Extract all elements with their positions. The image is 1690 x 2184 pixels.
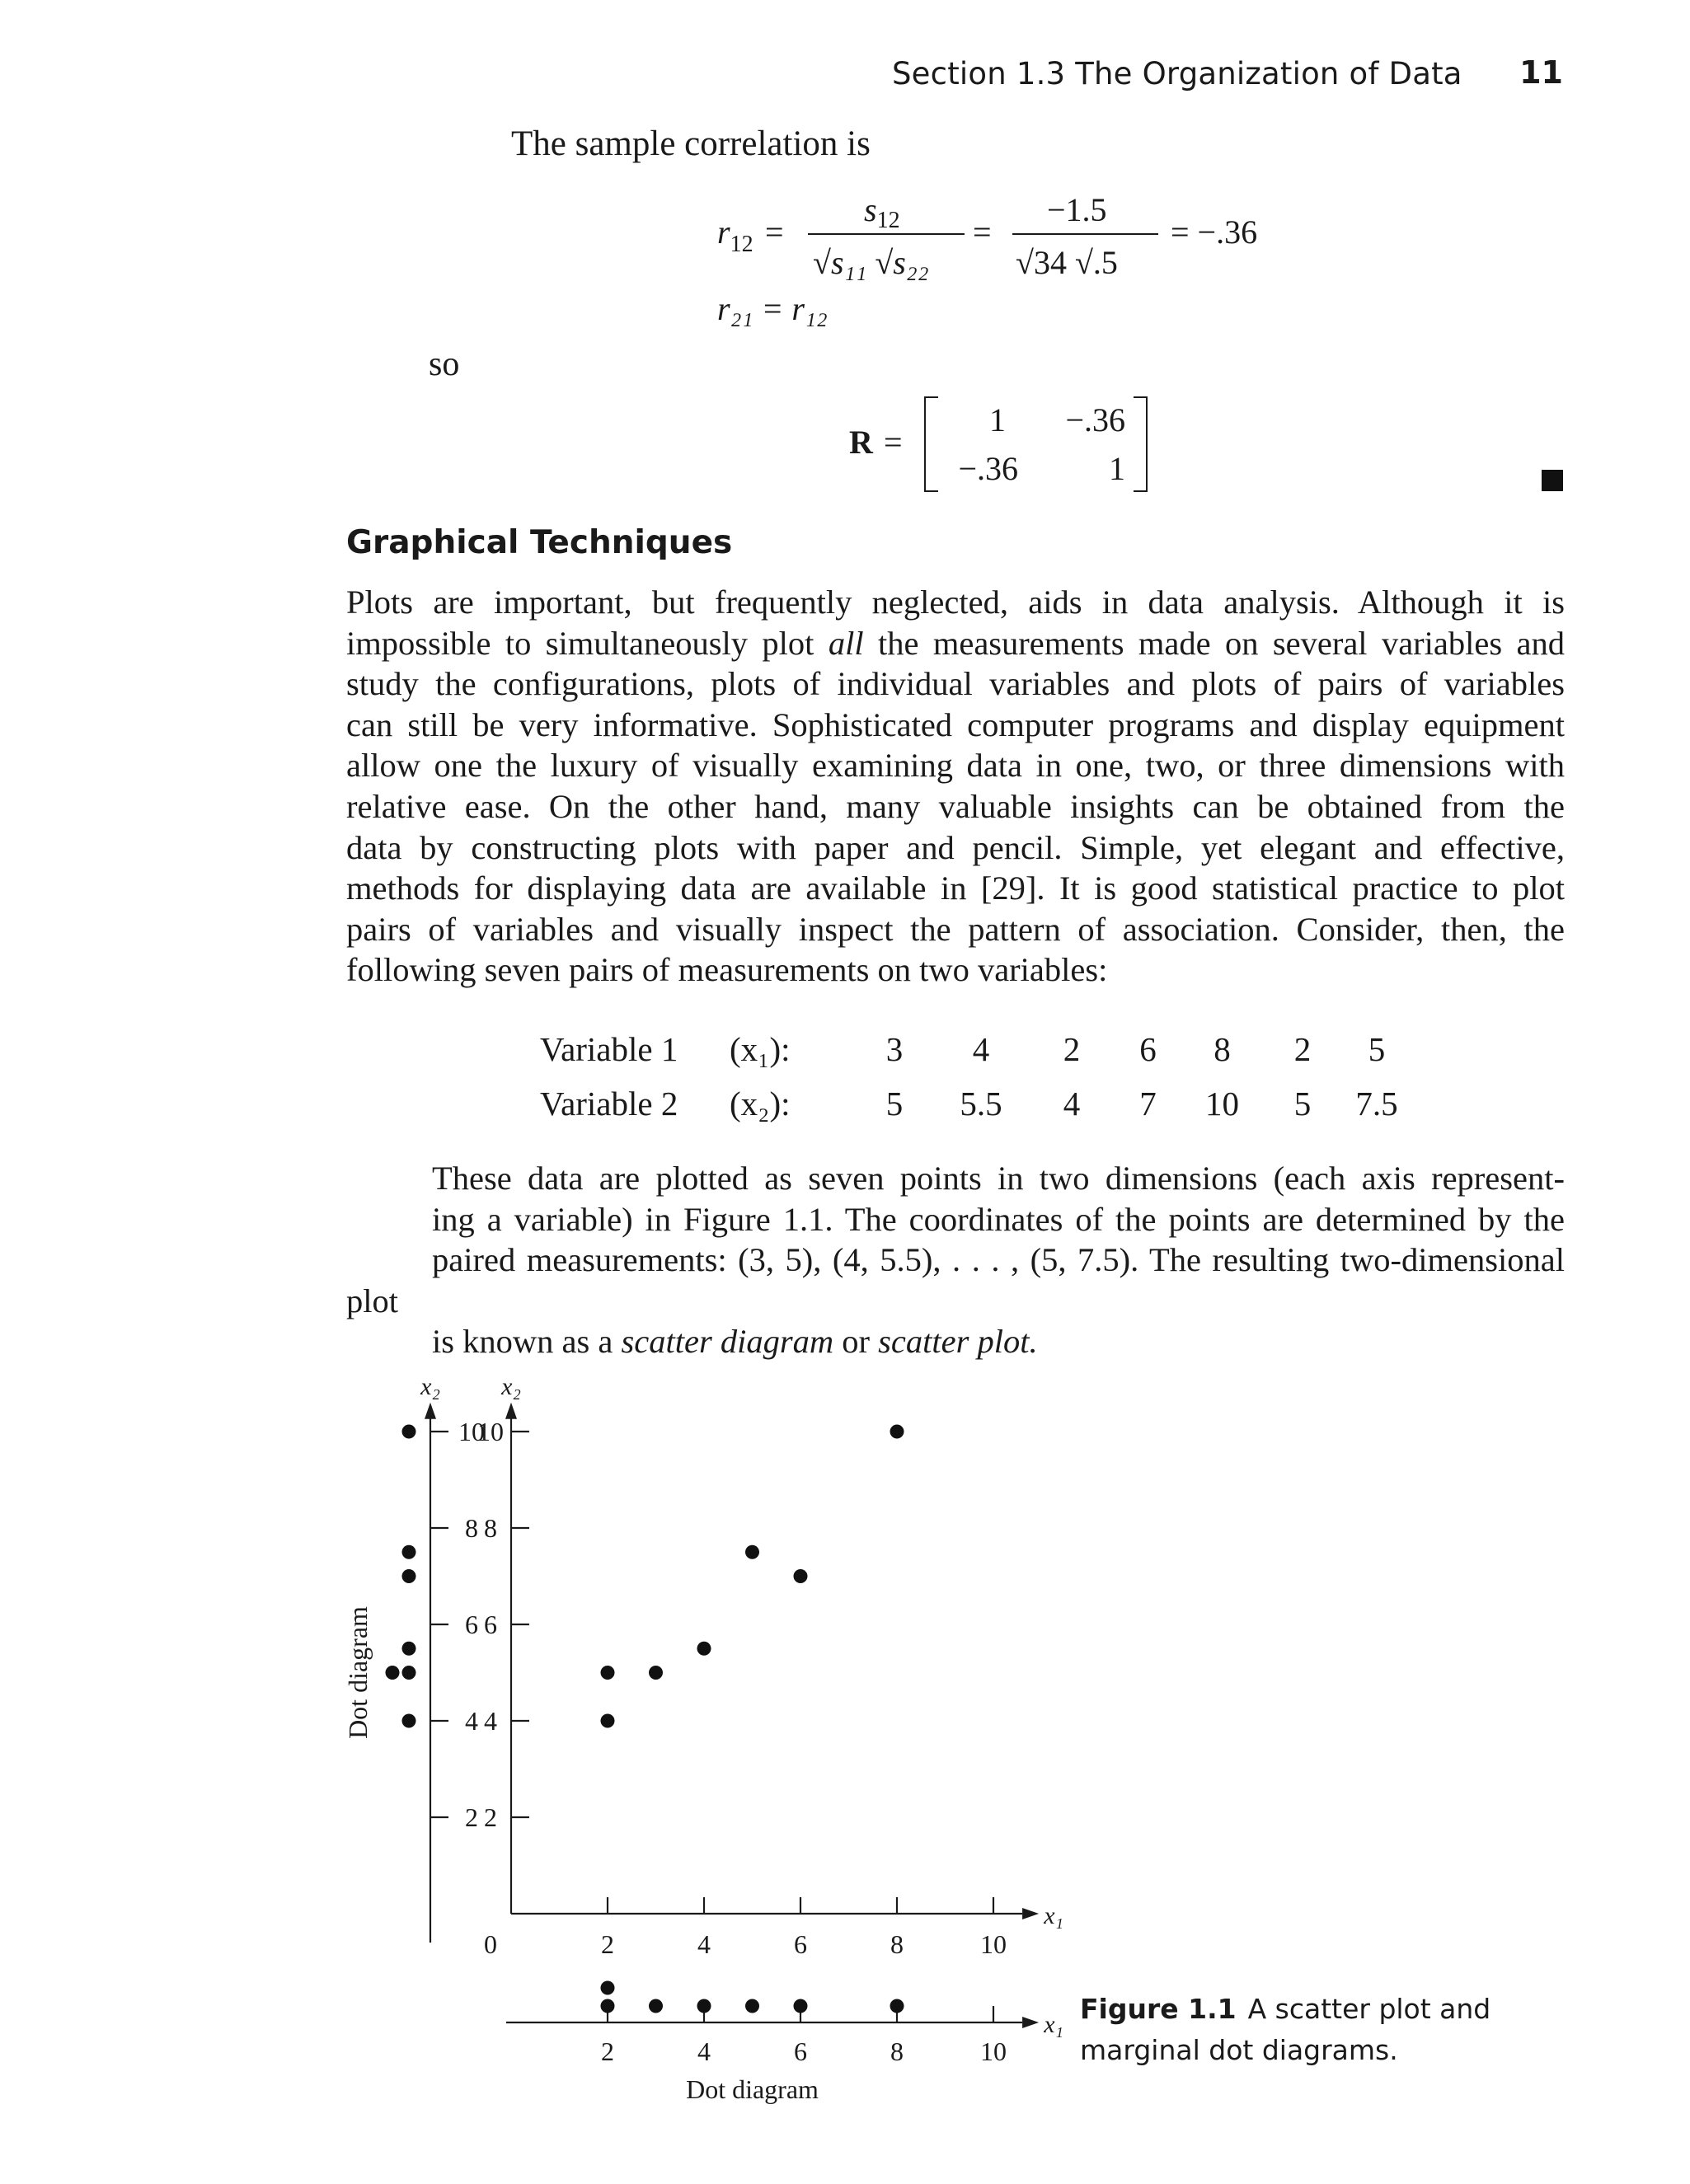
x-tick-label: 4 <box>697 1929 711 1959</box>
row-label: Variable 1 <box>540 1030 678 1068</box>
scatter-point <box>890 1425 904 1439</box>
x-axis-arrow <box>1022 1908 1039 1919</box>
y-marginal-dot <box>386 1666 400 1680</box>
scatter-figure <box>272 1372 1080 2104</box>
y-marginal-label: x₂ <box>420 1372 440 1400</box>
figure-caption <box>1080 1989 1490 2071</box>
x-marginal-dot <box>649 1999 663 2013</box>
page-number: 11 <box>1519 54 1563 91</box>
row-symbol: (x₁): <box>730 1030 791 1068</box>
svg-text:=: = <box>884 424 903 461</box>
matrix-a21: −.36 <box>958 450 1018 487</box>
scatter-point <box>745 1545 759 1559</box>
x-marginal-dot <box>601 1999 615 2013</box>
table-cell: 8 <box>1214 1030 1231 1068</box>
table-cell: 7 <box>1139 1085 1157 1122</box>
x-marginal-dot <box>794 1999 808 2013</box>
y-marginal-tick-label: 6 <box>465 1610 478 1639</box>
correlation-equations <box>660 181 1401 527</box>
body-paragraph <box>346 582 1565 991</box>
caption-label: Figure 1.1 <box>1080 1993 1237 2025</box>
table-cell: 10 <box>1205 1085 1239 1122</box>
x-marginal-dot <box>890 1999 904 2013</box>
table-cell: 2 <box>1063 1030 1081 1068</box>
scatter-point <box>601 1666 615 1680</box>
table-cell: 7.5 <box>1355 1085 1398 1122</box>
y-axis-label: x₂ <box>501 1372 521 1400</box>
y-marginal-dot <box>402 1666 416 1680</box>
table-cell: 2 <box>1293 1030 1312 1068</box>
matrix-a11: 1 <box>989 401 1006 438</box>
text-line: is known as a scatter diagram or scatter plot. <box>432 1323 1038 1361</box>
row-symbol: (x₂): <box>730 1085 791 1122</box>
x-tick-label: 8 <box>890 1929 904 1959</box>
correlation-result: = −.36 <box>1171 213 1258 251</box>
y-tick-label: 10 <box>477 1417 504 1446</box>
table-row <box>540 1022 1410 1076</box>
table-cell: 4 <box>972 1030 990 1068</box>
y-marginal-dot <box>402 1714 416 1728</box>
denominator-sqrt-34-sqrt-5: √34 √.5 <box>1016 244 1118 281</box>
y-marginal-title: Dot diagram <box>343 1606 373 1739</box>
caption-text-1: A scatter plot and <box>1247 1993 1491 2025</box>
x-marginal-title: Dot diagram <box>686 2074 819 2104</box>
text-line: can still be very informative. Sophisticated computer programs and display equipment <box>346 705 1565 743</box>
denominator-sqrt-s11-s22: √s₁₁ √s₂₂ <box>813 244 929 281</box>
y-tick-label: 4 <box>484 1706 497 1736</box>
y-marginal-dot <box>402 1545 416 1559</box>
scatter-point <box>697 1642 711 1656</box>
y-marginal-tick-label: 4 <box>465 1706 478 1736</box>
running-head: Section 1.3 The Organization of Data <box>892 56 1462 91</box>
table-cell: 6 <box>1139 1030 1157 1068</box>
text-line: ing a variable) in Figure 1.1. The coordinates of the points are determined by the <box>432 1200 1565 1238</box>
y-marginal-dot <box>402 1569 416 1583</box>
table-cell: 5 <box>1368 1030 1386 1068</box>
matrix-label-R: R <box>849 424 873 461</box>
body-paragraph-2 <box>346 1158 1565 1362</box>
text-line: Plots are important, but frequently neglected, aids in data analysis. Although it is <box>346 583 1565 621</box>
so-word: so <box>429 345 460 383</box>
svg-text:=: = <box>765 213 784 251</box>
y-marginal-dot <box>402 1642 416 1656</box>
x-marginal-tick-label: 6 <box>794 2036 807 2066</box>
x-marginal-tick-label: 8 <box>890 2036 904 2066</box>
r12-symbol: $r_{12}$ <box>717 213 753 257</box>
x-marginal-label: x₁ <box>1044 2011 1063 2038</box>
y-marginal-dot <box>402 1425 416 1439</box>
svg-text:=: = <box>973 213 992 251</box>
text-line: following seven pairs of measurements on two variables: <box>346 951 1108 989</box>
x-marginal-arrow <box>1022 2017 1039 2028</box>
text-line: These data are plotted as seven points in two dimensions (each axis represent- <box>432 1160 1565 1197</box>
caption-text-2: marginal dot diagrams. <box>1080 2034 1398 2066</box>
numerator-minus-1-5: −1.5 <box>1047 191 1107 228</box>
y-marginal-tick-label: 8 <box>465 1513 478 1543</box>
scatter-point <box>601 1714 615 1728</box>
y-tick-label: 2 <box>484 1802 497 1832</box>
intro-sentence: The sample correlation is <box>511 124 871 163</box>
table-cell: 3 <box>885 1030 904 1068</box>
row-label: Variable 2 <box>540 1085 678 1122</box>
measurement-table <box>540 1022 1410 1131</box>
table-cell: 4 <box>1063 1085 1081 1122</box>
text-line: allow one the luxury of visually examining data in one, two, or three dimensions with <box>346 747 1565 785</box>
x-tick-label: 10 <box>980 1929 1007 1959</box>
table-row <box>540 1076 1410 1131</box>
x-marginal-tick-label: 2 <box>601 2036 614 2066</box>
text-line: paired measurements: (3, 5), (4, 5.5), . . . , (5, 7.5). The resulting two-dimensional plot <box>346 1241 1565 1319</box>
text-line: pairs of variables and visually inspect the pattern of association. Consider, then, the <box>346 910 1565 948</box>
text-line: methods for displaying data are available in [29]. It is good statistical practice to plot <box>346 869 1565 907</box>
section-heading: Graphical Techniques <box>346 524 733 561</box>
x-marginal-tick-label: 10 <box>980 2036 1007 2066</box>
text-line: data by constructing plots with paper and pencil. Simple, yet elegant and effective, <box>346 828 1565 866</box>
y-marginal-tick-label: 10 <box>458 1417 485 1446</box>
y-tick-label: 8 <box>484 1513 497 1543</box>
text-line: study the configurations, plots of individual variables and plots of pairs of variables <box>346 665 1565 703</box>
x-axis-label: x₁ <box>1044 1902 1063 1929</box>
text-line: relative ease. On the other hand, many valuable insights can be obtained from the <box>346 787 1565 825</box>
y-marginal-tick-label: 2 <box>465 1802 478 1832</box>
x-marginal-tick-label: 4 <box>697 2036 711 2066</box>
matrix-a12: −.36 <box>1065 401 1125 438</box>
end-of-example-square <box>1542 470 1563 491</box>
r21-equals-r12: r₂₁ = r₁₂ <box>717 290 828 327</box>
x-marginal-dot <box>697 1999 711 2013</box>
origin-label: 0 <box>484 1929 497 1959</box>
x-tick-label: 2 <box>601 1929 614 1959</box>
x-marginal-dot <box>745 1999 759 2013</box>
x-tick-label: 6 <box>794 1929 807 1959</box>
numerator-s12: $s_{12}$ <box>864 191 900 233</box>
matrix-a22: 1 <box>1109 450 1125 487</box>
y-marginal-arrow <box>425 1403 436 1419</box>
table-cell: 5 <box>1293 1085 1312 1122</box>
y-tick-label: 6 <box>484 1610 497 1639</box>
scatter-point <box>794 1569 808 1583</box>
scatter-point <box>649 1666 663 1680</box>
table-cell: 5.5 <box>960 1085 1002 1122</box>
text-line: impossible to simultaneously plot all the measurements made on several variables and <box>346 624 1565 662</box>
table-cell: 5 <box>885 1085 904 1122</box>
x-marginal-dot <box>601 1981 615 1995</box>
